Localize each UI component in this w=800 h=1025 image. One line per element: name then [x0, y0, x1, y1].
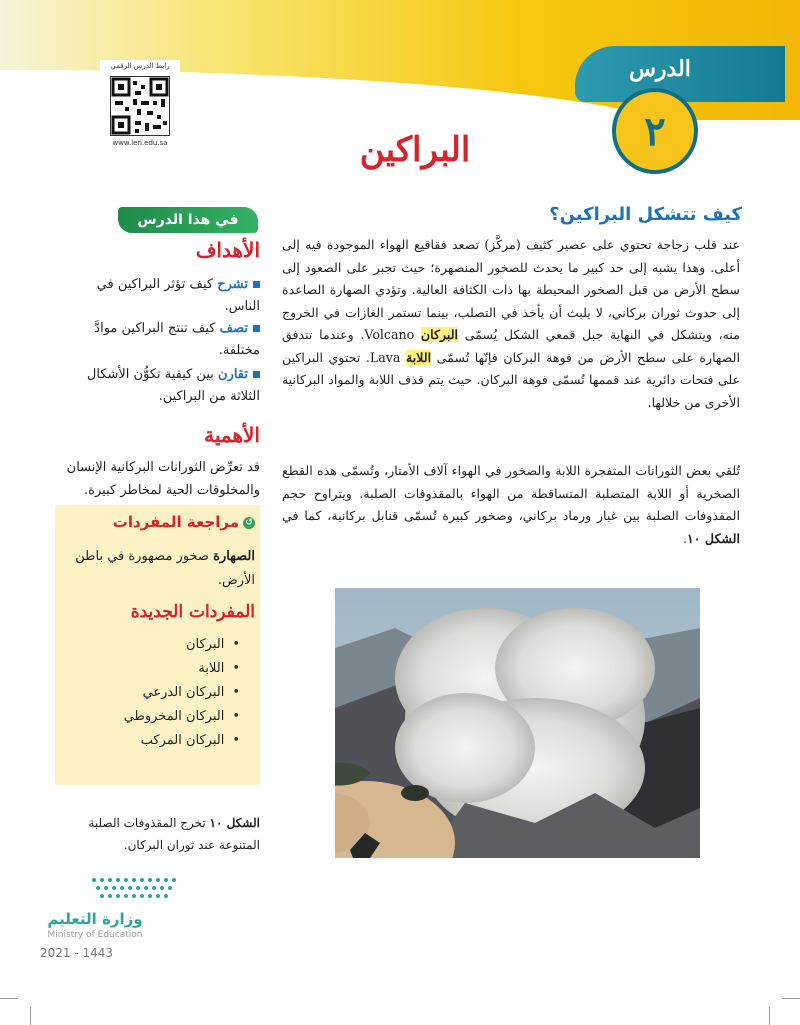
paragraph-2: تُلقي بعض الثورانات المتفجرة اللابة والصخور في الهواء آلاف الأمتار، وتُسمّى هذه القطع الصخرية أو اللابة المتصلبة المتساقطة من الهواء بالمقذوفات الصلبة. ويتراوح حجم المقذوفات الصلبة بين غبار ورماد بركاني، وصخور كبيرة تُسمّى قنابل بركانية، كما في الشكل ١٠. [282, 463, 740, 546]
objective-text: كيف تنتج البراكين موادَّ مختلفة. [94, 321, 260, 358]
objective-text: بين كيفية تكوُّن الأشكال الثلاثة من البراكين. [86, 367, 260, 404]
qr-label: رابط الدرس الرقمي [110, 62, 170, 70]
list-item: • البركان الدرعي [60, 681, 240, 705]
vocab-review-heading: ↺مراجعة المفردات [60, 513, 255, 531]
figure-label: الشكل ١٠ [209, 816, 260, 830]
figure-caption-text: تخرج المقذوفات الصلبة المتنوعة عند ثوران البركان. [88, 816, 260, 852]
objectives-heading: الأهداف [195, 238, 260, 262]
ministry-name-ar: وزارة التعليم [47, 910, 143, 928]
list-item: • البركان المركب [60, 729, 240, 753]
list-item: • البركان المخروطي [60, 705, 240, 729]
new-vocab-list [60, 633, 240, 753]
objective-text: كيف تؤثر البراكين في الناس. [96, 277, 260, 314]
vocab-review-definition [60, 545, 255, 593]
vocab-definition: صخور مصهورة في باطن الأرض. [75, 549, 255, 588]
qr-url[interactable]: www.ien.edu.sa [112, 139, 168, 147]
page-number: 2021 - 1443 [40, 946, 114, 960]
bullet-square-icon [253, 371, 260, 378]
volcano-eruption-photo [335, 588, 700, 858]
term-volcano: البركان [420, 327, 459, 342]
review-icon: ↺ [243, 517, 255, 529]
objective-item [60, 274, 260, 318]
objective-item [60, 364, 260, 408]
figure-reference: الشكل ١٠ [687, 530, 740, 546]
objective-verb: تصف [219, 321, 248, 336]
ministry-logo-icon [88, 876, 180, 904]
figure-caption [80, 812, 260, 856]
new-vocab-heading: المفردات الجديدة [130, 602, 255, 622]
section-heading: كيف تتشكل البراكين؟ [549, 204, 742, 225]
lesson-number: ٢ [644, 107, 666, 155]
in-lesson-tag: في هذا الدرس [118, 207, 258, 233]
objective-verb: تشرح [217, 277, 248, 292]
qr-code-icon[interactable] [110, 76, 170, 136]
bullet-square-icon [253, 281, 260, 288]
importance-text: قد تعرِّض الثورانات البركانية الإنسان والمخلوقات الحية لمخاطر كبيرة. [66, 460, 260, 498]
term-lava: اللابة [406, 349, 432, 365]
list-item: • اللابة [60, 657, 240, 681]
vocab-term: الصهارة [213, 549, 255, 564]
lesson-number-badge [612, 88, 698, 174]
ministry-name-en: Ministry of Education [47, 930, 143, 940]
objective-item [60, 318, 260, 362]
objective-verb: تقارن [218, 367, 248, 382]
lesson-word: الدرس [629, 56, 691, 82]
bullet-square-icon [253, 325, 260, 332]
importance-heading: الأهمية [204, 423, 260, 447]
list-item: • البركان [60, 633, 240, 657]
page-title: البراكين [359, 130, 471, 170]
paragraph-1: عند قلب زجاجة تحتوي على عصير كثيف (مركَّز) تصعد فقاقيع الهواء الموجودة فيه إلى أعلى. وهذا يشبه إلى حد كبير ما يحدث للصخور المنصهرة؛ حيث تجبر على الصعود إلى سطح الأرض من قبل الصخور المحيطة بها ذات الكثافة العالية. وتؤدي الصهارة الصاعدة إلى حدوث ثوران بركاني، لا يلبث أن يأخذ في التصلب، بينما تستمر الغازات في الخروج منه، ويتشكل في النهاية جبل قمعي الشكل يُسمّى البركان Volcano. وعندما تتدفق الصهارة على سطح الأرض من فوهة البركان فإنّها تُسمّى اللابة Lava. تحتوي البراكين على فتحات دائرية عند قممها تُسمّى فوهة البركان. حيث يتم قذف اللابة والمواد البركانية الأخرى من خلالها. [282, 237, 740, 410]
